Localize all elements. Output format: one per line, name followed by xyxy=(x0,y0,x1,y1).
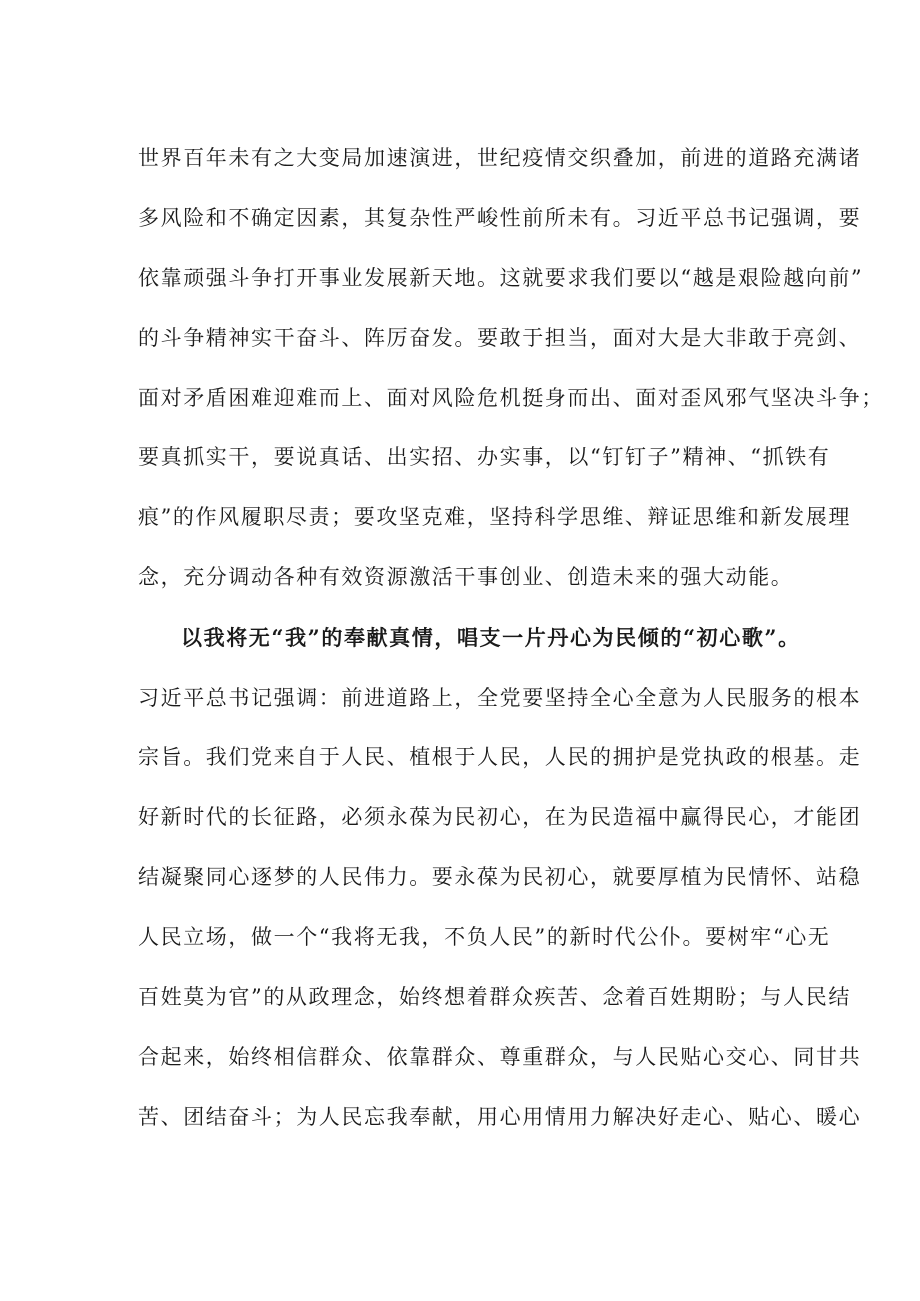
paragraph-1-line-7: 痕”的作风履职尽责；要攻坚克难，坚持科学思维、辩证思维和新发展理 xyxy=(138,505,851,529)
paragraph-2-line-7: 合起来，始终相信群众、依靠群众、尊重群众，与人民贴心交心、同甘共 xyxy=(138,1045,862,1069)
paragraph-2-line-2: 宗旨。我们党来自于人民、植根于人民，人民的拥护是党执政的根基。走 xyxy=(138,745,862,769)
paragraph-2-line-4: 结凝聚同心逐梦的人民伟力。要永葆为民初心，就要厚植为民情怀、站稳 xyxy=(138,865,862,889)
paragraph-2-line-8: 苦、团结奋斗；为人民忘我奉献，用心用情用力解决好走心、贴心、暖心 xyxy=(138,1105,862,1129)
paragraph-1-line-2: 多风险和不确定因素，其复杂性严峻性前所未有。习近平总书记强调，要 xyxy=(138,206,862,230)
paragraph-2-line-1: 习近平总书记强调：前进道路上，全党要坚持全心全意为人民服务的根本 xyxy=(138,686,862,710)
paragraph-1-line-1: 世界百年未有之大变局加速演进，世纪疫情交织叠加，前进的道路充满诸 xyxy=(138,146,862,170)
paragraph-1-line-6: 要真抓实干，要说真话、出实招、办实事，以“钉钉子”精神、“抓铁有 xyxy=(138,445,831,469)
paragraph-1-line-3: 依靠顽强斗争打开事业发展新天地。这就要求我们要以“越是艰险越向前” xyxy=(138,266,864,290)
paragraph-2-line-5: 人民立场，做一个“我将无我，不负人民”的新时代公仆。要树牢“心无 xyxy=(138,925,831,949)
paragraph-1-line-5: 面对矛盾困难迎难而上、面对风险危机挺身而出、面对歪风邪气坚决斗争； xyxy=(138,386,884,410)
paragraph-1-line-8: 念，充分调动各种有效资源激活干事创业、创造未来的强大动能。 xyxy=(138,565,794,589)
paragraph-2-line-3: 好新时代的长征路，必须永葆为民初心，在为民造福中赢得民心，才能团 xyxy=(138,805,862,829)
paragraph-2-line-6: 百姓莫为官”的从政理念，始终想着群众疾苦、念着百姓期盼；与人民结 xyxy=(138,985,851,1009)
paragraph-1-line-4: 的斗争精神实干奋斗、阵厉奋发。要敢于担当，面对大是大非敢于亮剑、 xyxy=(138,326,862,350)
section-heading: 以我将无“我”的奉献真情，唱支一片丹心为民倾的“初心歌”。 xyxy=(181,625,801,650)
